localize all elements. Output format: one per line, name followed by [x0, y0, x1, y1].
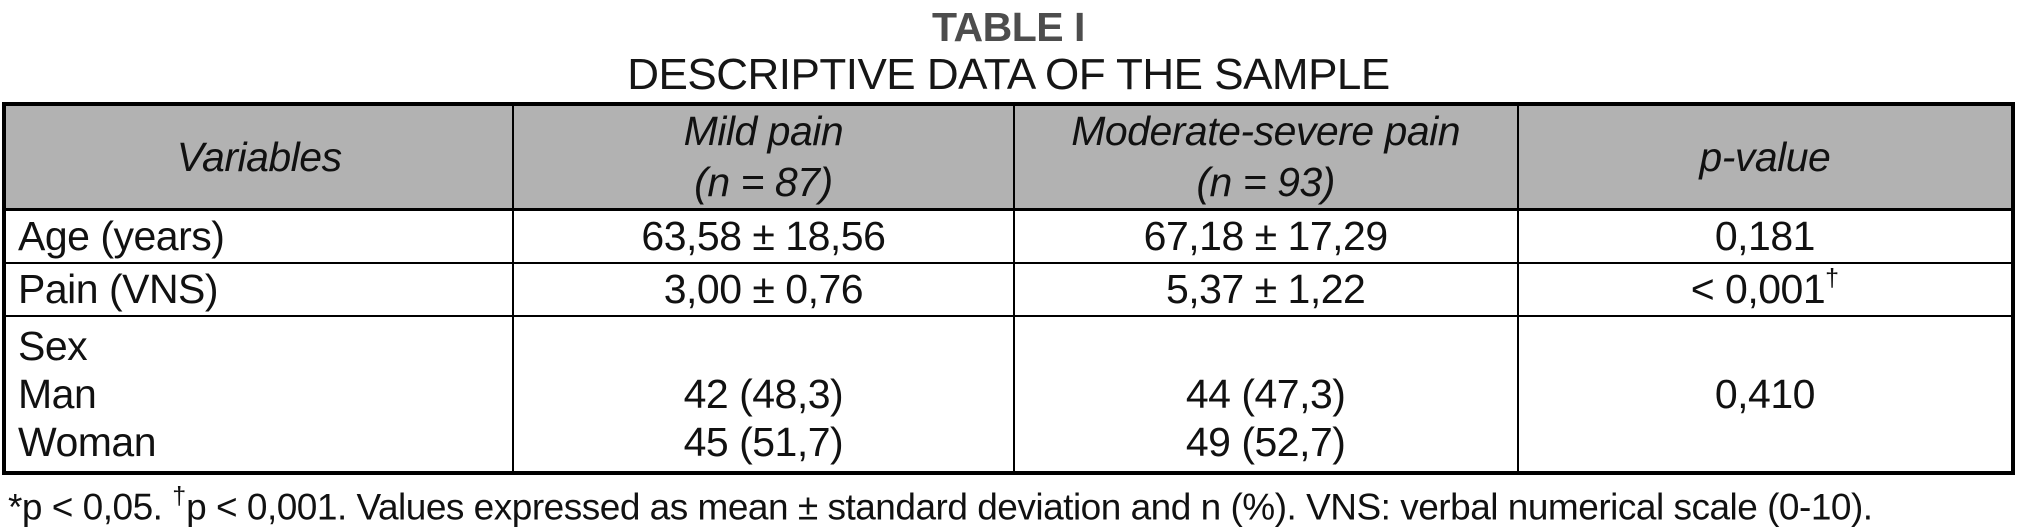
- table-footnote: [0, 475, 2017, 528]
- cell-pain-moderate: 5,37 ± 1,22: [1014, 263, 1518, 316]
- column-header-variables: [4, 104, 513, 210]
- sex-mild-woman-value: 45 (51,7): [683, 419, 844, 465]
- column-header-label: Variables: [176, 133, 342, 180]
- sex-woman-label: Woman: [18, 419, 157, 465]
- sex-mild-man-value: 42 (48,3): [683, 371, 844, 417]
- table-row-sex: [4, 316, 2013, 473]
- header-row: [4, 104, 2013, 210]
- sex-moderate-woman-value: 49 (52,7): [1185, 419, 1346, 465]
- cell-sex-mild: [513, 316, 1013, 473]
- cell-pain-variable: Pain (VNS): [4, 263, 513, 316]
- table-row-pain: [4, 263, 2013, 316]
- column-header-p-value: [1518, 104, 2013, 210]
- dagger-icon: †: [1825, 264, 1840, 293]
- sex-label: Sex: [18, 323, 88, 369]
- sex-mild-blank: [514, 322, 1012, 370]
- column-header-moderate-severe-pain: [1014, 104, 1518, 210]
- sex-p-value: 0,410: [1714, 371, 1815, 417]
- descriptive-data-table: [2, 102, 2015, 475]
- cell-pain-mild: 3,00 ± 0,76: [513, 263, 1013, 316]
- cell-sex-moderate: [1014, 316, 1518, 473]
- cell-age-p-value: 0,181: [1518, 210, 2013, 264]
- table-number: TABLE I: [932, 4, 1085, 50]
- cell-age-moderate: 67,18 ± 17,29: [1014, 210, 1518, 264]
- column-header-sub: (n = 87): [694, 159, 833, 205]
- sex-moderate-man-value: 44 (47,3): [1185, 371, 1346, 417]
- cell-pain-p-value: [1518, 263, 2013, 316]
- cell-age-variable: Age (years): [4, 210, 513, 264]
- column-header-label: Moderate-severe pain: [1071, 108, 1461, 154]
- dagger-icon: †: [172, 482, 187, 510]
- sex-p-blank-bottom: [1519, 418, 2011, 466]
- cell-age-mild: 63,58 ± 18,56: [513, 210, 1013, 264]
- table-caption: DESCRIPTIVE DATA OF THE SAMPLE: [627, 50, 1390, 99]
- sex-man-label: Man: [18, 371, 97, 417]
- column-header-label: Mild pain: [683, 108, 844, 154]
- column-header-label: p-value: [1699, 133, 1831, 180]
- table-title: [0, 0, 2017, 99]
- p-value-text: < 0,001: [1690, 266, 1826, 312]
- sex-moderate-blank: [1015, 322, 1517, 370]
- footnote-part1: *p < 0,05.: [8, 486, 173, 528]
- footnote-part2: p < 0,001. Values expressed as mean ± standard deviation and n (%). VNS: verbal numerical scale (0-10).: [186, 486, 1873, 528]
- table-row-age: [4, 210, 2013, 264]
- sex-p-blank-top: [1519, 322, 2011, 370]
- column-header-mild-pain: [513, 104, 1013, 210]
- cell-sex-variable: [4, 316, 513, 473]
- column-header-sub: (n = 93): [1196, 159, 1335, 205]
- cell-sex-p-value: [1518, 316, 2013, 473]
